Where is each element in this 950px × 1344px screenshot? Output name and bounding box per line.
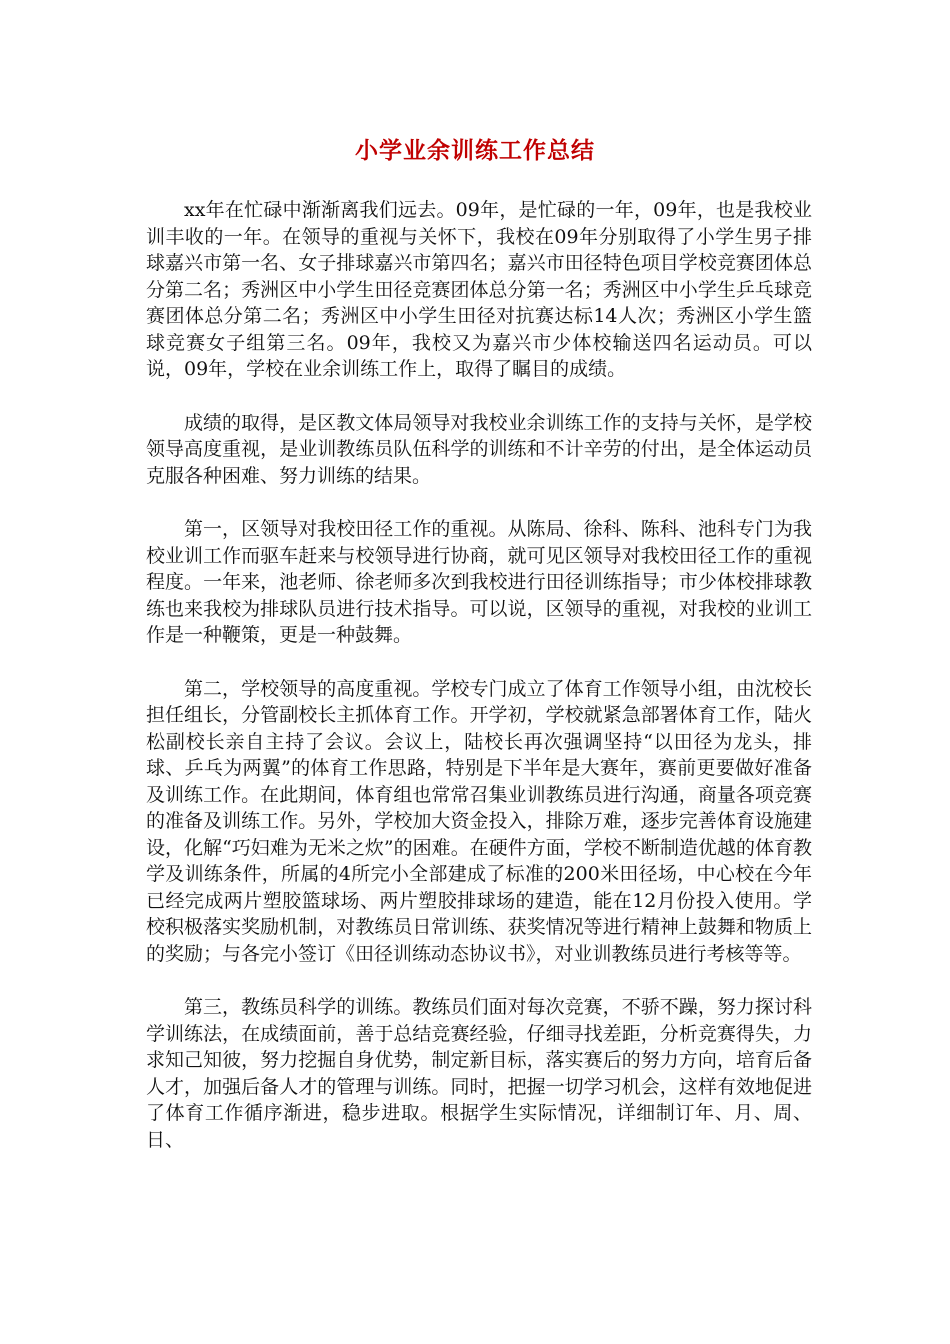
document-title: 小学业余训练工作总结 (355, 138, 595, 164)
paragraph-5: 第三，教练员科学的训练。教练员们面对每次竞赛，不骄不躁，努力探讨科学训练法，在成绩面前，善于总结竞赛经验，仔细寻找差距，分析竞赛得失，力求知己知彼，努力挖掘自身优势，制定新目标，落实赛后的努力方向，培育后备人才，加强后备人才的管理与训练。同时，把握一切学习机会，这样有效地促进了体育工作循序渐进，稳步进取。根据学生实际情况，详细制订年、月、周、日、 (146, 996, 812, 1151)
paragraph-3: 第一，区领导对我校田径工作的重视。从陈局、徐科、陈科、池科专门为我校业训工作而驱车赶来与校领导进行协商，就可见区领导对我校田径工作的重视程度。一年来，池老师、徐老师多次到我校进行田径训练指导；市少体校排球教练也来我校为排球队员进行技术指导。可以说，区领导的重视，对我校的业训工作是一种鞭策，更是一种鼓舞。 (146, 518, 812, 646)
paragraph-4: 第二，学校领导的高度重视。学校专门成立了体育工作领导小组，由沈校长担任组长，分管副校长主抓体育工作。开学初，学校就紧急部署体育工作，陆火松副校长亲自主持了会议。会议上，陆校长再次强调坚持“以田径为龙头，排球、乒乓为两翼”的体育工作思路，特别是下半年是大赛年，赛前更要做好准备及训练工作。在此期间，体育组也常常召集业训教练员进行沟通，商量各项竞赛的准备及训练工作。另外，学校加大资金投入，排除万难，逐步完善体育设施建设，化解“巧妇难为无米之炊”的困难。在硬件方面，学校不断制造优越的体育教学及训练条件，所属的4所完小全部建成了标准的200米田径场，中心校在今年已经完成两片塑胶篮球场、两片塑胶排球场的建造，能在12月份投入使用。学校积极落实奖励机制，对教练员日常训练、获奖情况等进行精神上鼓舞和物质上的奖励；与各完小签订《田径训练动态协议书》，对业训教练员进行考核等等。 (146, 677, 812, 965)
document-body (146, 197, 812, 1180)
paragraph-2: 成绩的取得，是区教文体局领导对我校业余训练工作的支持与关怀，是学校领导高度重视，是业训教练员队伍科学的训练和不计辛劳的付出，是全体运动员克服各种困难、努力训练的结果。 (146, 411, 812, 487)
paragraph-1: xx年在忙碌中渐渐离我们远去。09年，是忙碌的一年，09年，也是我校业训丰收的一年。在领导的重视与关怀下，我校在09年分别取得了小学生男子排球嘉兴市第一名、女子排球嘉兴市第四名；嘉兴市田径特色项目学校竞赛团体总分第二名；秀洲区中小学生田径竞赛团体总分第一名；秀洲区中小学生乒乓球竞赛团体总分第二名；秀洲区中小学生田径对抗赛达标14人次；秀洲区小学生篮球竞赛女子组第三名。09年，我校又为嘉兴市少体校输送四名运动员。可以说，09年，学校在业余训练工作上，取得了瞩目的成绩。 (146, 199, 812, 380)
